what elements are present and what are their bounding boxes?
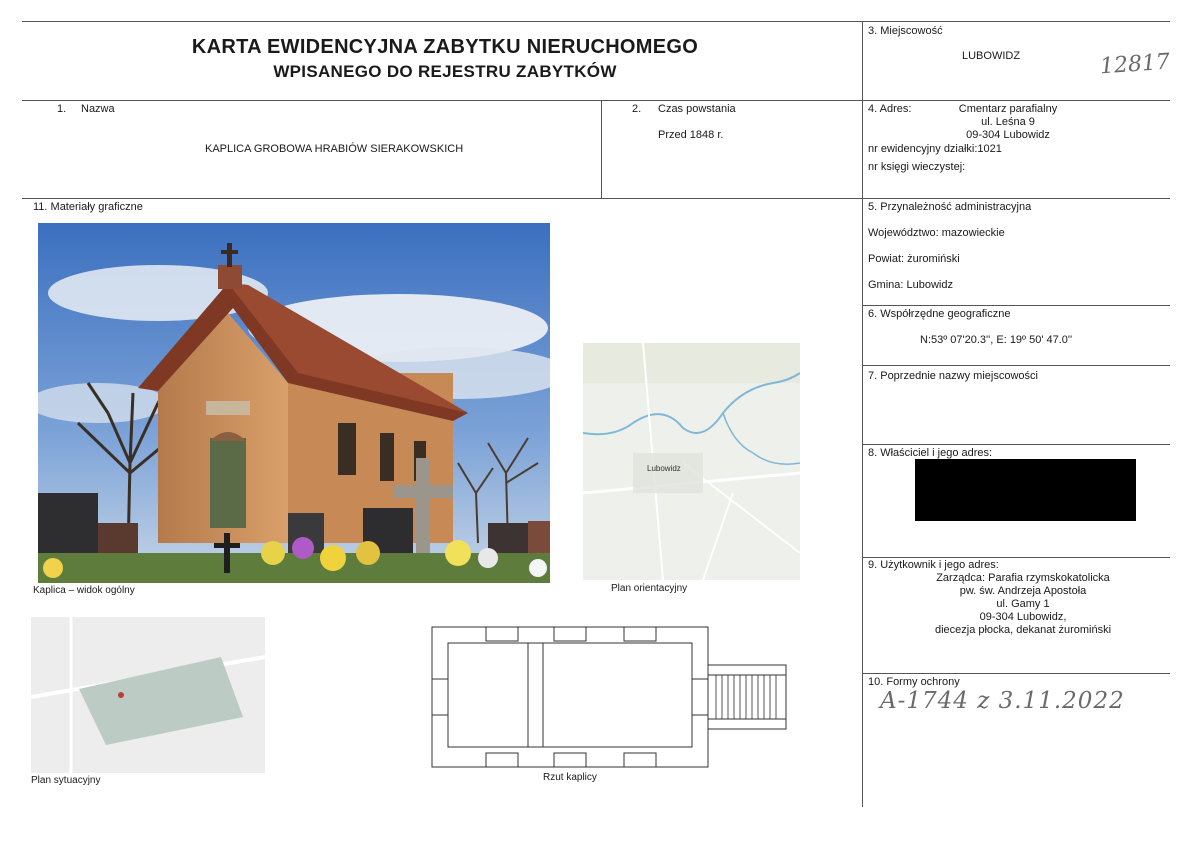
admin-label: 5. Przynależność administracyjna bbox=[868, 201, 1032, 213]
divider-7-8 bbox=[862, 444, 1170, 445]
situation-map bbox=[31, 617, 265, 773]
user-line2: pw. św. Andrzeja Apostoła bbox=[959, 585, 1087, 597]
address-land-register: nr księgi wieczystej: bbox=[868, 161, 966, 173]
locality-label: 3. Miejscowość bbox=[868, 25, 943, 37]
coords-value: N:53º 07'20.3'', E: 19º 50' 47.0'' bbox=[920, 334, 1073, 346]
previous-names-label: 7. Poprzednie nazwy miejscowości bbox=[868, 370, 1038, 382]
date-label: Czas powstania bbox=[658, 103, 736, 115]
orientation-map-caption: Plan orientacyjny bbox=[611, 583, 688, 594]
frame-top bbox=[22, 21, 1170, 22]
address-line3: 09-304 Lubowidz bbox=[966, 129, 1050, 141]
frame-name-date-divider bbox=[601, 100, 602, 198]
divider-6-7 bbox=[862, 365, 1170, 366]
divider-8-9 bbox=[862, 557, 1170, 558]
frame-right-col-divider bbox=[862, 21, 863, 807]
user-label: 9. Użytkownik i jego adres: bbox=[868, 559, 999, 571]
name-value: KAPLICA GROBOWA HRABIÓW SIERAKOWSKICH bbox=[205, 143, 464, 155]
date-value: Przed 1848 r. bbox=[658, 129, 724, 141]
date-number: 2. bbox=[632, 103, 642, 115]
name-label: Nazwa bbox=[81, 103, 115, 115]
frame-row2-bottom bbox=[22, 198, 1170, 199]
user-line3: ul. Gamy 1 bbox=[996, 598, 1050, 610]
handwritten-protection-entry: A-1744 z 3.11.2022 bbox=[880, 688, 1125, 714]
graphics-label: 11. Materiały graficzne bbox=[33, 201, 143, 213]
situation-map-caption: Plan sytuacyjny bbox=[31, 775, 101, 786]
photo-caption: Kaplica – widok ogólny bbox=[33, 585, 135, 596]
user-line4: 09-304 Lubowidz, bbox=[979, 611, 1067, 623]
chapel-floor-plan bbox=[430, 625, 790, 770]
admin-commune: Gmina: Lubowidz bbox=[868, 279, 953, 291]
page-subtitle: WPISANEGO DO REJESTRU ZABYTKÓW bbox=[273, 62, 617, 81]
address-label: 4. Adres: bbox=[868, 103, 912, 115]
admin-voivodeship: Województwo: mazowieckie bbox=[868, 227, 1005, 239]
chapel-photo bbox=[38, 223, 550, 583]
name-number: 1. bbox=[57, 103, 67, 115]
frame-header-bottom bbox=[22, 100, 1170, 101]
owner-label: 8. Właściciel i jego adres: bbox=[868, 447, 993, 459]
admin-county: Powiat: żuromiński bbox=[868, 253, 960, 265]
divider-5-6 bbox=[862, 305, 1170, 306]
address-parcel: nr ewidencyjny działki:1021 bbox=[868, 143, 1002, 155]
orientation-map bbox=[583, 343, 800, 580]
locality-value: LUBOWIDZ bbox=[962, 50, 1021, 62]
user-line5: diecezja płocka, dekanat żuromiński bbox=[934, 624, 1112, 636]
address-line2: ul. Leśna 9 bbox=[981, 116, 1035, 128]
floor-plan-caption: Rzut kaplicy bbox=[543, 772, 597, 783]
divider-9-10 bbox=[862, 673, 1170, 674]
protection-label: 10. Formy ochrony bbox=[868, 676, 960, 688]
page-title: KARTA EWIDENCYJNA ZABYTKU NIERUCHOMEGO bbox=[191, 36, 699, 58]
orientation-map-town-label: Lubowidz bbox=[647, 464, 681, 473]
user-line1: Zarządca: Parafia rzymskokatolicka bbox=[936, 572, 1110, 584]
handwritten-record-number: 12817 bbox=[1099, 49, 1171, 80]
owner-redaction-box bbox=[915, 459, 1136, 521]
coords-label: 6. Współrzędne geograficzne bbox=[868, 308, 1011, 320]
address-line1: Cmentarz parafialny bbox=[958, 103, 1058, 115]
